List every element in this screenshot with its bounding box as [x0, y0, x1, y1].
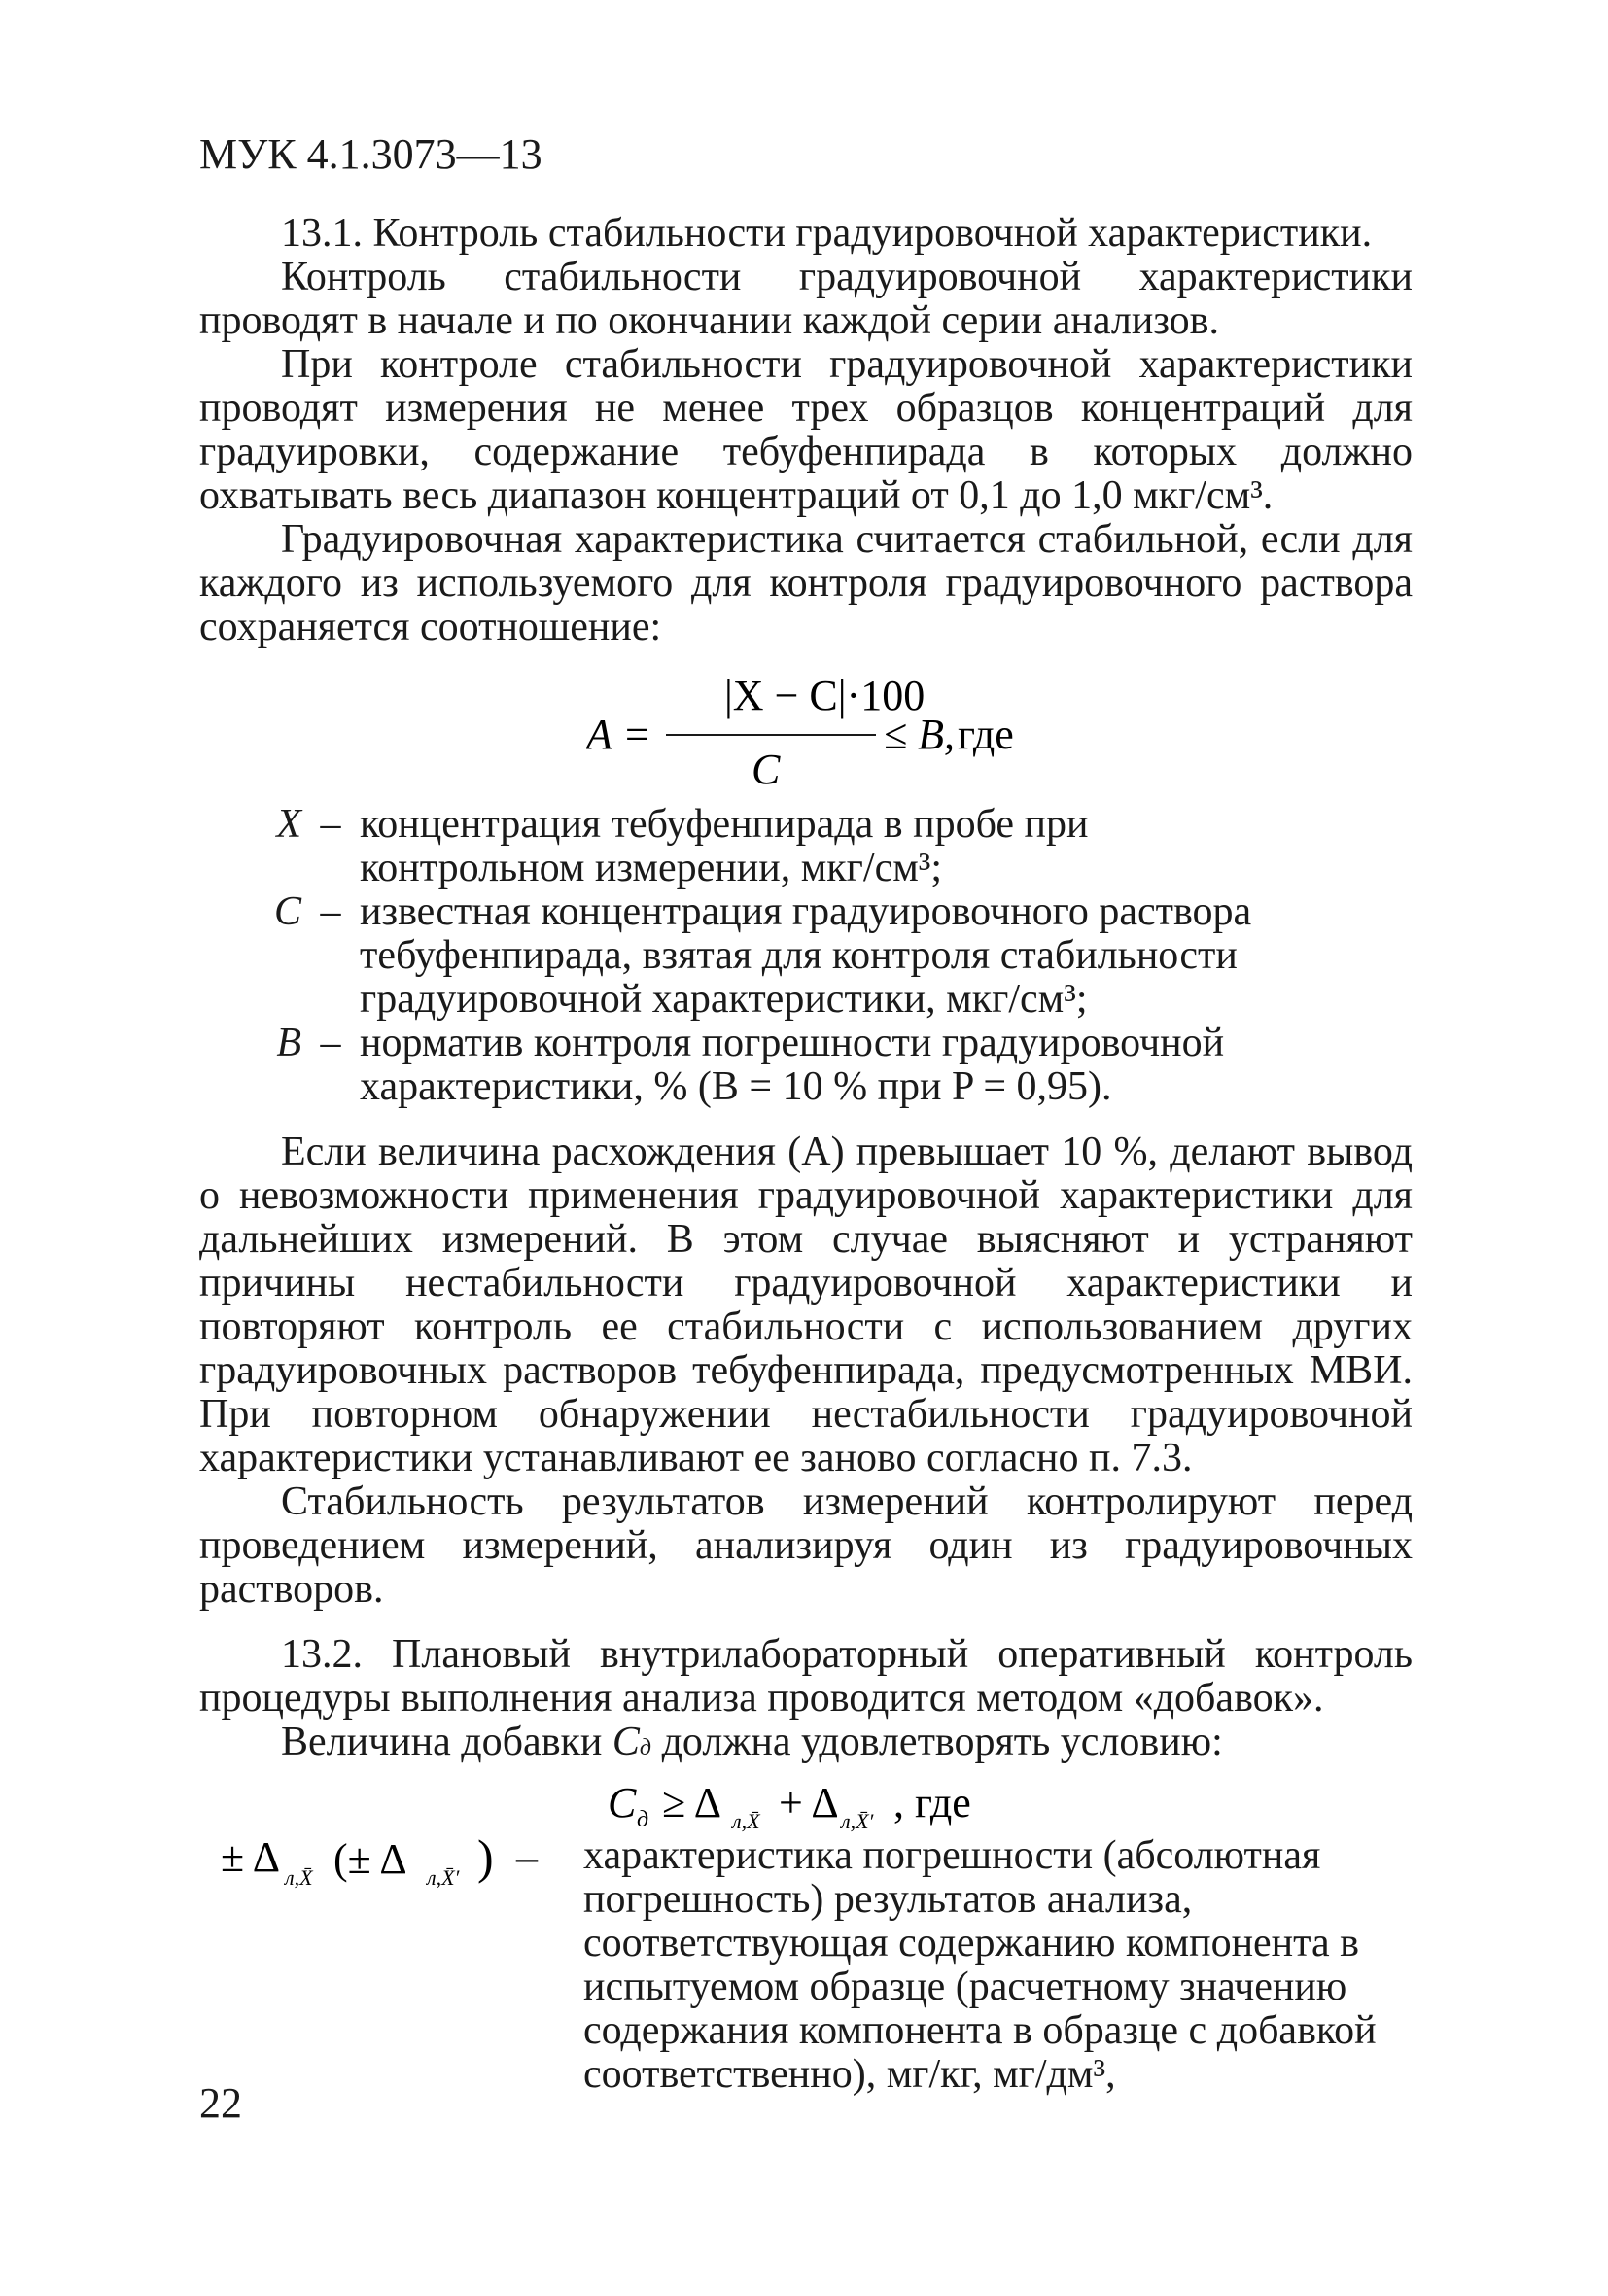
definition-item [199, 1022, 1413, 1109]
delta-symbol-svg [199, 1834, 583, 1893]
paragraph: Градуировочная характеристика считается стабильной, если для каждого из используемого для контроля градуировочного раствора сохраняется соотношение: [199, 517, 1413, 649]
definition-symbol: B [276, 1021, 301, 1065]
addition-formula [199, 1774, 1413, 1832]
definition-symbol [199, 1834, 583, 1890]
definition-text: известная концентрация градуировочного раствора тебуфенпирада, взятая для контроля стабильности градуировочной характеристики, мкг/см³; [360, 889, 1252, 1022]
formula-where: , где [893, 1779, 971, 1826]
formula-sub2: л,X̄′ [841, 1809, 874, 1832]
text-run: должна удовлетворять условию: [661, 1720, 1223, 1764]
formula-ge-delta: ≥ Δ [662, 1779, 722, 1826]
formula-denominator: C [752, 746, 781, 793]
definition-dash: – [320, 802, 341, 847]
definition-text: концентрация тебуфенпирада в пробе при контрольном измерении, мкг/см³; [360, 802, 1089, 890]
delta-b: (± Δ [333, 1835, 407, 1883]
formula-lhs: A = [586, 711, 651, 758]
paragraph: Контроль стабильности градуировочной характеристики проводят в начале и по окончании каждой серии анализов. [199, 255, 1413, 343]
formula-rhs: ≤ B, [884, 711, 956, 758]
definition-dash: – [320, 1021, 341, 1065]
definition-symbol: C [273, 889, 301, 934]
definition-list [199, 803, 1413, 1109]
delta-close: ) [477, 1834, 494, 1884]
delta-a: ± Δ [221, 1834, 281, 1881]
paragraph: При контроле стабильности градуировочной характеристики проводят измерения не менее трех образцов концентраций для градуировки, содержание тебуфенпирада в которых должно охватывать весь диапазон концентраций от 0,1 до 1,0 мкг/см³. [199, 342, 1413, 518]
paragraph: Стабильность результатов измерений контролируют перед проведением измерений, анализируя один из градуировочных растворов. [199, 1479, 1413, 1612]
definition-dash: – [320, 889, 341, 934]
addition-subscript: д [639, 1735, 652, 1760]
document-body [199, 212, 1413, 2097]
addition-symbol: C [612, 1720, 640, 1764]
addition-formula-svg [608, 1774, 1016, 1832]
definition-symbol: X [276, 802, 301, 847]
formula-plus-delta: + Δ [779, 1779, 839, 1826]
formula-where: где [958, 711, 1014, 758]
document-header: МУК 4.1.3073—13 [199, 130, 542, 178]
paragraph: Если величина расхождения (A) превышает 10 %, делают вывод о невозможности применения градуировочной характеристики для дальнейших измерений. В этом случае выясняют и устраняют причины нестабильности градуировочной характеристики и повторяют контроль ее стабильности с использованием других градуировочных растворов тебуфенпирада, предусмотренных МВИ. При повторном обнаружении нестабильности градуировочной характеристики устанавливают ее заново согласно п. 7.3. [199, 1130, 1413, 1480]
paragraph [199, 1721, 1413, 1770]
definition-text: характеристика погрешности (абсолютная погрешность) результатов анализа, соответствующая содержанию компонента в испытуемом образце (расчетному значению содержания компонента в образце с добавкой соответственно), мг/кг, мг/дм³, [583, 1833, 1377, 2097]
formula-sub1: л,X̄ [732, 1809, 760, 1832]
stability-formula [199, 653, 1413, 799]
definition-item [199, 1834, 1413, 2097]
delta-a-sub: л,X̄ [285, 1865, 313, 1890]
definition-dash: – [516, 1834, 538, 1881]
definition-text: норматив контроля погрешности градуировочной характеристики, % (B = 10 % при P = 0,95). [360, 1021, 1225, 1109]
formula-cd: C [608, 1779, 637, 1826]
delta-b-sub: л,X̄′ [427, 1865, 460, 1890]
section-13-2-paragraph: 13.2. Плановый внутрилабораторный оперативный контроль процедуры выполнения анализа проводится методом «добавок». [199, 1632, 1413, 1721]
formula-cd-sub: д [637, 1807, 649, 1832]
page-number: 22 [199, 2079, 242, 2127]
text-run: Величина добавки [281, 1720, 603, 1764]
stability-formula-svg [586, 653, 1033, 799]
definition-item [199, 890, 1413, 1022]
section-13-1-title: 13.1. Контроль стабильности градуировочной характеристики. [281, 211, 1373, 256]
definition-item [199, 803, 1413, 890]
formula-numerator: |X − C|·100 [724, 672, 926, 719]
